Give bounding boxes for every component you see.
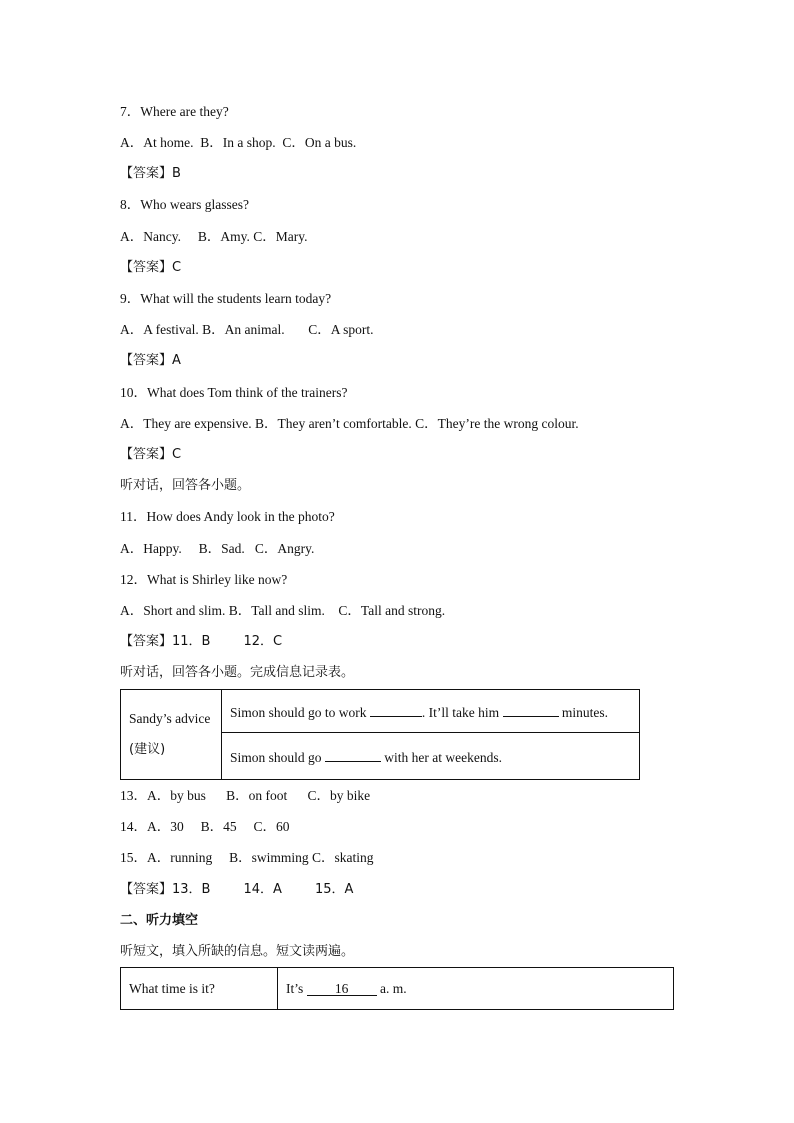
advice-label-cell	[121, 690, 222, 780]
advice-label: Sandy’s advice	[129, 711, 211, 726]
advice-row-2	[222, 733, 640, 780]
instruction-fill: 听短文，填入所缺的信息。短文读两遍。	[120, 944, 355, 959]
options-8: A．Nancy. B．Amy. C．Mary.	[120, 229, 308, 244]
blank-14	[503, 702, 559, 717]
options-15: 15．A．running B．swimming C．skating	[120, 850, 374, 865]
section-heading: 二、听力填空	[120, 913, 199, 928]
answer-13-15: 【答案】13．B 14．A 15．A	[120, 882, 354, 897]
instruction-13-15: 听对话，回答各小题。完成信息记录表。	[120, 665, 355, 680]
question-12: 12．What is Shirley like now?	[120, 572, 288, 587]
advice-label-cn: (建议)	[129, 742, 166, 757]
options-12: A．Short and slim. B．Tall and slim. C．Tall and strong.	[120, 603, 446, 618]
blank-15	[325, 747, 381, 762]
options-13: 13．A．by bus B．on foot C．by bike	[120, 788, 371, 803]
question-9: 9．What will the students learn today?	[120, 291, 332, 306]
answer-11-12: 【答案】11．B 12．C	[120, 634, 283, 649]
question-8: 8．Who wears glasses?	[120, 197, 249, 212]
question-11: 11．How does Andy look in the photo?	[120, 509, 335, 524]
options-9: A．A festival. B．An animal. C．A sport.	[120, 322, 374, 337]
row2-text-b: with her at weekends.	[384, 749, 502, 765]
row1-text-a: Simon should go to work	[230, 704, 367, 720]
answer-7: 【答案】B	[120, 166, 181, 181]
blank-16: 16	[307, 981, 377, 996]
options-10: A．They are expensive. B．They aren’t comfortable. C．They’re the wrong colour.	[120, 416, 579, 431]
row1-text-b: . It’ll take him	[421, 704, 500, 720]
time-answer-cell	[278, 968, 674, 1010]
options-14: 14．A．30 B．45 C．60	[120, 819, 290, 834]
row1-text-c: minutes.	[561, 704, 608, 720]
instruction-11-12: 听对话，回答各小题。	[120, 478, 251, 493]
question-7: 7．Where are they?	[120, 104, 229, 119]
blank-13	[370, 702, 422, 717]
options-11: A．Happy. B．Sad. C．Angry.	[120, 541, 315, 556]
advice-row-1	[222, 690, 640, 733]
info-table	[120, 689, 640, 780]
answer-8: 【答案】C	[120, 260, 182, 275]
answer-9: 【答案】A	[120, 353, 181, 368]
question-10: 10．What does Tom think of the trainers?	[120, 385, 348, 400]
time-answer-prefix: It’s	[286, 980, 304, 996]
time-question: What time is it?	[121, 968, 278, 1010]
row2-text-a: Simon should go	[230, 749, 322, 765]
answer-10: 【答案】C	[120, 447, 182, 462]
time-answer-suffix: a. m.	[380, 980, 407, 996]
options-7: A．At home. B．In a shop. C．On a bus.	[120, 135, 357, 150]
time-table	[120, 967, 674, 1010]
